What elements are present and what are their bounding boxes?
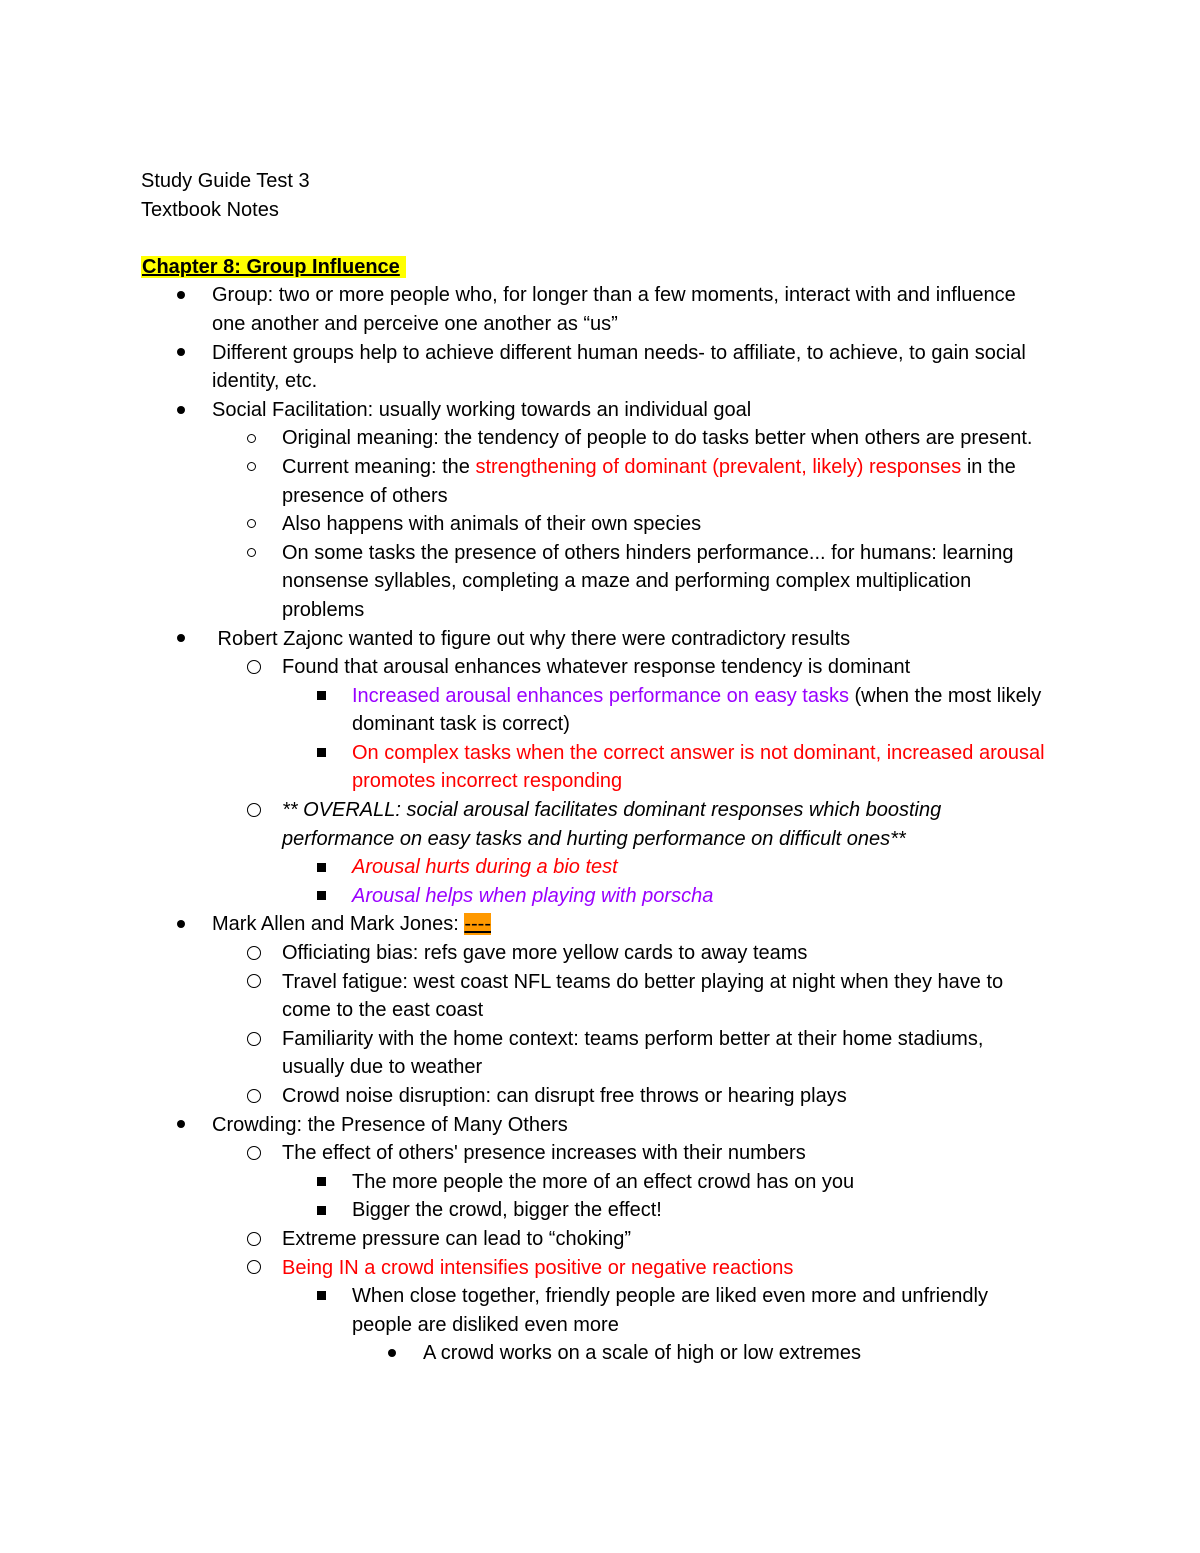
list-item bbox=[141, 453, 1051, 510]
zajonc-easy-suffix: (when the most likely dominant task is correct) bbox=[352, 684, 1042, 736]
crowding-effect: The effect of others' presence increases with their numbers bbox=[282, 1142, 806, 1165]
choking: Extreme pressure can lead to “choking” bbox=[282, 1227, 632, 1250]
list-item bbox=[141, 1282, 1051, 1339]
list-item bbox=[141, 1111, 1051, 1140]
list-item bbox=[141, 539, 1051, 625]
zajonc-easy-highlight: Increased arousal enhances performance on easy tasks bbox=[352, 684, 849, 707]
document-title: Study Guide Test 3 bbox=[141, 170, 310, 192]
list-item bbox=[141, 939, 1051, 968]
zajonc-easy bbox=[352, 682, 1051, 739]
bullet-ring-icon bbox=[247, 510, 256, 539]
group-definition: Group: two or more people who, for longer than a few moments, interact with and influence one another and perceive one another as “us” bbox=[212, 284, 1016, 335]
zajonc: Robert Zajonc wanted to figure out why there were contradictory results bbox=[212, 627, 851, 650]
list-item bbox=[141, 1254, 1051, 1283]
arousal-helps: Arousal helps when playing with porscha bbox=[352, 884, 714, 907]
list-item bbox=[141, 1025, 1051, 1082]
bullet-dot-icon bbox=[388, 1339, 396, 1368]
list-item bbox=[141, 510, 1051, 539]
list-item bbox=[141, 625, 1051, 654]
bullet-dot-icon bbox=[177, 281, 185, 310]
overall-summary: ** OVERALL: social arousal facilitates dominant responses which boosting performance on easy tasks and hurting performance on difficult ones** bbox=[282, 799, 942, 850]
mark-prefix: Mark Allen and Mark Jones: bbox=[212, 913, 465, 936]
blank-line bbox=[141, 224, 1051, 253]
list-item bbox=[141, 424, 1051, 453]
close-together: When close together, friendly people are liked even more and unfriendly people are disliked even more bbox=[352, 1285, 988, 1336]
list-item bbox=[141, 853, 1051, 882]
zajonc-found: Found that arousal enhances whatever response tendency is dominant bbox=[282, 656, 911, 679]
bullet-ring-icon bbox=[247, 424, 256, 453]
list-item bbox=[141, 796, 1051, 853]
groups-needs: Different groups help to achieve different human needs- to affiliate, to achieve, to gain social identity, etc. bbox=[212, 341, 1026, 393]
bullet-ring-icon bbox=[247, 1025, 261, 1054]
in-crowd: Being IN a crowd intensifies positive or negative reactions bbox=[282, 1256, 794, 1279]
chapter-heading-line bbox=[141, 253, 1051, 282]
sf-current-meaning bbox=[282, 453, 1051, 510]
bullet-square-icon bbox=[317, 1168, 326, 1197]
bullet-ring-icon bbox=[247, 939, 261, 968]
list-item bbox=[141, 1139, 1051, 1168]
list-item bbox=[141, 339, 1051, 396]
crowding: Crowding: the Presence of Many Others bbox=[212, 1113, 568, 1136]
list-item bbox=[141, 968, 1051, 1025]
list-item bbox=[141, 1196, 1051, 1225]
bullet-ring-icon bbox=[247, 453, 256, 482]
list-item bbox=[141, 281, 1051, 338]
sf-current-suffix: in the presence of others bbox=[282, 455, 1016, 507]
list-item bbox=[141, 1225, 1051, 1254]
sf-current-prefix: Current meaning: the bbox=[282, 455, 476, 478]
crowding-more: The more people the more of an effect crowd has on you bbox=[352, 1170, 855, 1193]
mark-allen-jones bbox=[212, 910, 1051, 939]
list-item bbox=[141, 396, 1051, 425]
bullet-ring-icon bbox=[247, 1225, 261, 1254]
social-facilitation: Social Facilitation: usually working towards an individual goal bbox=[212, 398, 752, 421]
list-item bbox=[141, 1339, 1051, 1368]
bullet-square-icon bbox=[317, 739, 326, 768]
officiating-bias: Officiating bias: refs gave more yellow cards to away teams bbox=[282, 942, 808, 965]
document-page bbox=[141, 167, 1051, 1368]
bullet-square-icon bbox=[317, 1196, 326, 1225]
bullet-dot-icon bbox=[177, 1111, 185, 1140]
bullet-ring-icon bbox=[247, 653, 261, 682]
chapter-heading: Chapter 8: Group Influence bbox=[141, 256, 406, 278]
list-item bbox=[141, 682, 1051, 739]
sf-animals: Also happens with animals of their own species bbox=[282, 513, 702, 536]
bullet-ring-icon bbox=[247, 539, 256, 568]
crowd-noise: Crowd noise disruption: can disrupt free throws or hearing plays bbox=[282, 1085, 847, 1107]
list-item bbox=[141, 653, 1051, 682]
bullet-ring-icon bbox=[247, 1082, 261, 1111]
bullet-dot-icon bbox=[177, 396, 185, 425]
bullet-square-icon bbox=[317, 682, 326, 711]
sf-current-highlight: strengthening of dominant (prevalent, likely) responses bbox=[475, 455, 962, 478]
sf-original-meaning: Original meaning: the tendency of people to do tasks better when others are present. bbox=[282, 427, 1033, 450]
bullet-square-icon bbox=[317, 882, 326, 911]
zajonc-complex: On complex tasks when the correct answer is not dominant, increased arousal promotes incorrect responding bbox=[352, 741, 1045, 793]
list-item bbox=[141, 1168, 1051, 1197]
list-item bbox=[141, 910, 1051, 939]
bullet-dot-icon bbox=[177, 339, 185, 368]
bullet-ring-icon bbox=[247, 796, 261, 825]
list-item bbox=[141, 882, 1051, 911]
bullet-dot-icon bbox=[177, 625, 185, 654]
sf-hinders: On some tasks the presence of others hinders performance... for humans: learning nonsense syllables, completing a maze and performing complex multiplication problems bbox=[282, 541, 1014, 621]
bullet-dot-icon bbox=[177, 910, 185, 939]
home-familiarity: Familiarity with the home context: teams perform better at their home stadiums, usually due to weather bbox=[282, 1027, 984, 1079]
bullet-ring-icon bbox=[247, 968, 261, 997]
bullet-ring-icon bbox=[247, 1254, 261, 1283]
travel-fatigue: Travel fatigue: west coast NFL teams do better playing at night when they have to come to the east coast bbox=[282, 970, 1004, 1022]
list-item bbox=[141, 1082, 1051, 1111]
document-subtitle: Textbook Notes bbox=[141, 198, 279, 221]
bullet-square-icon bbox=[317, 853, 326, 882]
crowding-bigger: Bigger the crowd, bigger the effect! bbox=[352, 1199, 662, 1222]
bullet-ring-icon bbox=[247, 1139, 261, 1168]
crowd-scale: A crowd works on a scale of high or low extremes bbox=[423, 1342, 861, 1365]
arousal-hurts: Arousal hurts during a bio test bbox=[352, 856, 618, 879]
list-item bbox=[141, 739, 1051, 796]
bullet-square-icon bbox=[317, 1282, 326, 1311]
mark-highlight: ---- bbox=[464, 913, 491, 936]
